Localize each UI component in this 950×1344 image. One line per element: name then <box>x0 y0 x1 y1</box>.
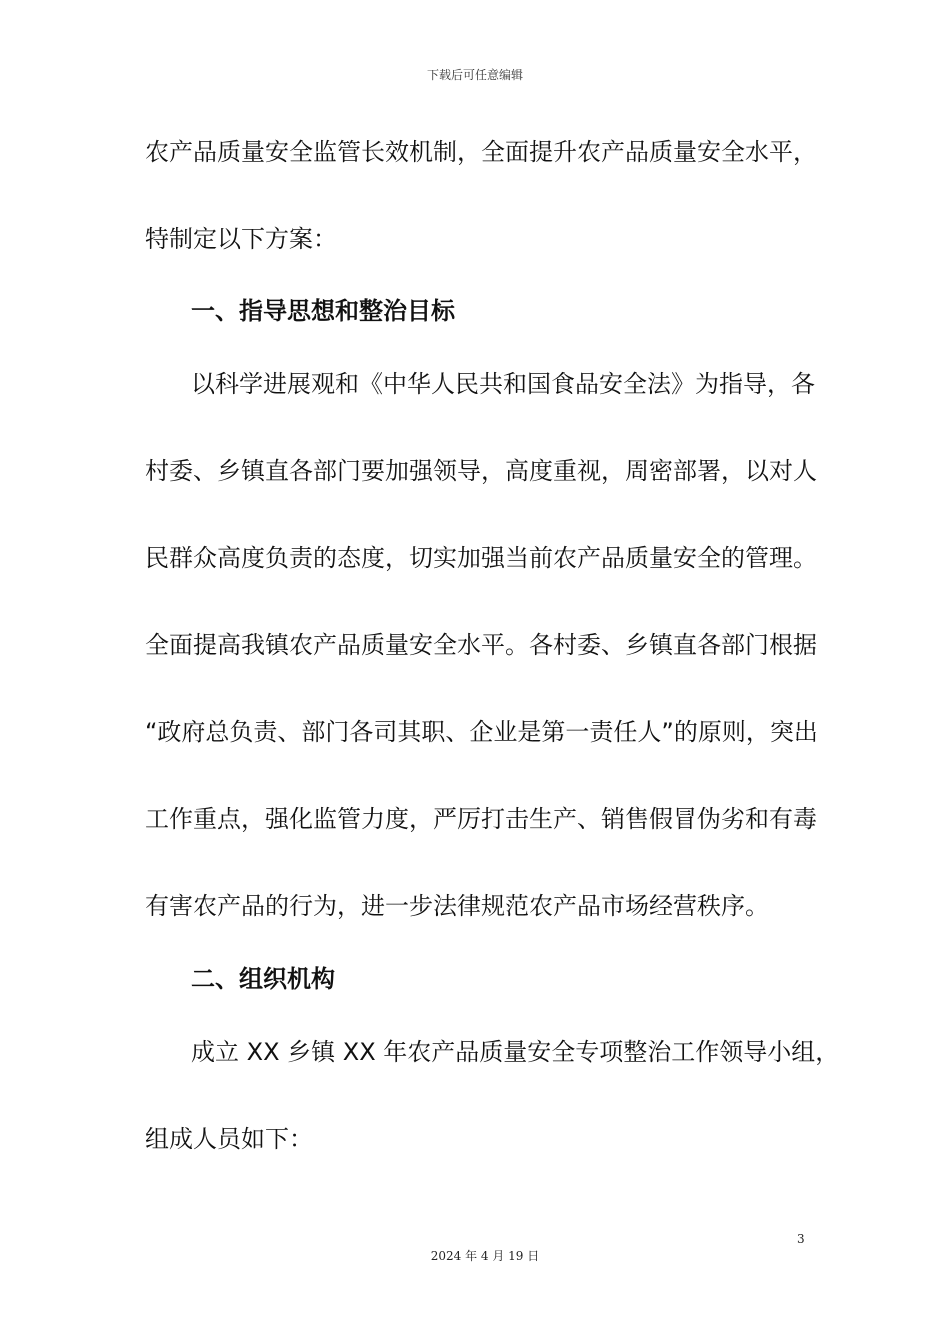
body-line: 全面提高我镇农产品质量安全水平。各村委、乡镇直各部门根据 <box>145 631 817 659</box>
section-heading-1: 一、指导思想和整治目标 <box>191 297 455 325</box>
body-line: 农产品质量安全监管长效机制，全面提升农产品质量安全水平， <box>145 138 817 166</box>
body-line: 成立 XX 乡镇 XX 年农产品质量安全专项整治工作领导小组， <box>191 1038 840 1066</box>
header-note: 下载后可任意编辑 <box>426 68 523 82</box>
footer-date: 2024 年 4 月 19 日 <box>430 1249 540 1263</box>
body-line: 以科学进展观和《中华人民共和国食品安全法》为指导，各 <box>191 370 815 398</box>
section-heading-2: 二、组织机构 <box>191 965 335 993</box>
body-line: 民群众高度负责的态度，切实加强当前农产品质量安全的管理。 <box>145 544 817 572</box>
body-line: “政府总负责、部门各司其职、企业是第一责任人”的原则，突出 <box>145 718 818 746</box>
page-number: 3 <box>797 1232 805 1246</box>
body-line: 有害农产品的行为，进一步法律规范农产品市场经营秩序。 <box>145 892 769 920</box>
body-line: 村委、乡镇直各部门要加强领导，高度重视，周密部署，以对人 <box>145 457 817 485</box>
body-line: 工作重点，强化监管力度，严厉打击生产、销售假冒伪劣和有毒 <box>145 805 817 833</box>
body-line: 组成人员如下： <box>145 1125 313 1153</box>
body-line: 特制定以下方案： <box>145 225 337 253</box>
